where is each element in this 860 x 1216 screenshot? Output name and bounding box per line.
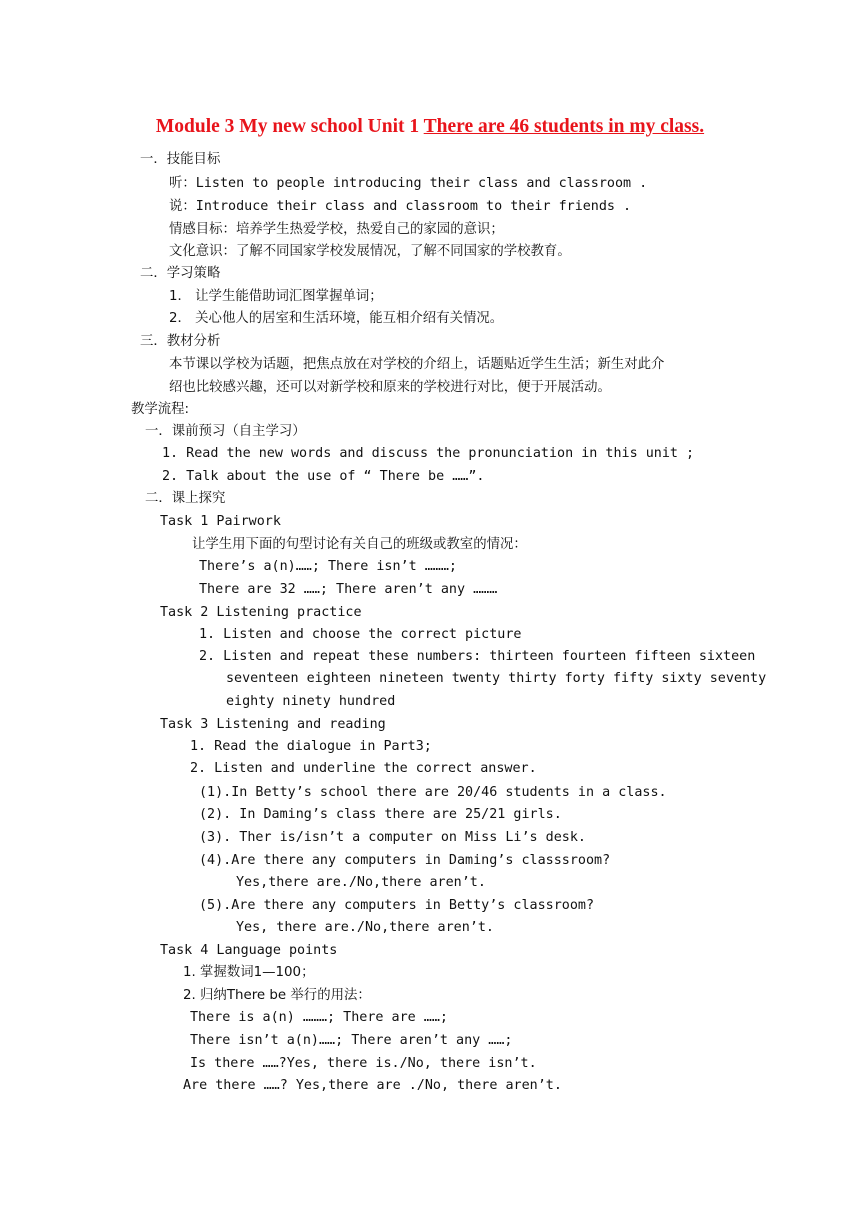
preview-heading: 一．课前预习（自主学习） [145, 424, 306, 439]
task-4-item-1: 1. 掌握数词1—100； [183, 965, 315, 980]
there-be-pattern-4: Are there ……? Yes,there are ./No, there aren’t. [183, 1078, 562, 1093]
there-be-pattern-2: There isn’t a(n)……; There aren’t any ……; [190, 1033, 513, 1048]
emotion-goal: 情感目标：培养学生热爱学校，热爱自己的家园的意识； [169, 222, 504, 237]
task-3-item-2: 2. Listen and underline the correct answer. [190, 761, 537, 776]
task-3-answer-5: Yes, there are./No,there aren’t. [236, 920, 494, 935]
task-3-heading: Task 3 Listening and reading [160, 717, 386, 732]
analysis-line-2: 绍也比较感兴趣，还可以对新学校和原来的学校进行对比，便于开展活动。 [169, 380, 611, 395]
task-3-question-2: (2). In Daming’s class there are 25/21 girls. [199, 807, 562, 822]
task-2-item-1: 1. Listen and choose the correct picture [199, 627, 522, 642]
task-3-answer-4: Yes,there are./No,there aren’t. [236, 875, 486, 890]
task-1-pattern-1: There’s a(n)……; There isn’t ………; [199, 559, 457, 574]
task-1-instruction: 让学生用下面的句型讨论有关自己的班级或教室的情况： [192, 537, 527, 552]
task-2-item-2-cont-1: seventeen eighteen nineteen twenty thirty forty fifty sixty seventy [226, 671, 767, 686]
task-1-heading: Task 1 Pairwork [160, 514, 281, 529]
speaking-goal: 说：Introduce their class and classroom to their friends . [169, 199, 632, 214]
task-3-item-1: 1. Read the dialogue in Part3; [190, 739, 432, 754]
listening-goal: 听：Listen to people introducing their class and classroom . [169, 176, 648, 191]
preview-item-2: 2. Talk about the use of “ There be ……”. [162, 469, 485, 484]
document-title [0, 116, 860, 138]
task-2-item-2-cont-2: eighty ninety hundred [226, 694, 396, 709]
culture-goal: 文化意识：了解不同国家学校发展情况，了解不同国家的学校教育。 [169, 244, 571, 259]
task-4-item-2: 2. 归纳There be 举行的用法： [183, 988, 371, 1003]
task-3-question-3: (3). Ther is/isn’t a computer on Miss Li’s desk. [199, 830, 586, 845]
task-1-pattern-2: There are 32 ……; There aren’t any ……… [199, 582, 498, 597]
task-4-heading: Task 4 Language points [160, 943, 338, 958]
task-3-question-1: (1).In Betty’s school there are 20/46 students in a class. [199, 785, 667, 800]
explore-heading: 二．课上探究 [145, 491, 226, 506]
analysis-line-1: 本节课以学校为话题，把焦点放在对学校的介绍上，话题贴近学生生活；新生对此介 [169, 357, 665, 372]
section-heading-analysis: 三．教材分析 [140, 334, 221, 349]
strategy-item-2: 2． 关心他人的居室和生活环境，能互相介绍有关情况。 [169, 311, 504, 326]
preview-item-1: 1. Read the new words and discuss the pronunciation in this unit ; [162, 446, 695, 461]
title-underlined: There are 46 students in my class. [423, 116, 705, 137]
task-3-question-4: (4).Are there any computers in Daming’s classsroom? [199, 853, 611, 868]
title-main: Module 3 My new school Unit 1 [155, 116, 424, 137]
teaching-process-heading: 教学流程: [131, 402, 190, 417]
section-heading-skill-goals: 一．技能目标 [140, 152, 221, 167]
task-2-item-2: 2. Listen and repeat these numbers: thirteen fourteen fifteen sixteen [199, 649, 756, 664]
section-heading-strategy: 二．学习策略 [140, 266, 221, 281]
there-be-pattern-1: There is a(n) ………; There are ……; [190, 1010, 448, 1025]
strategy-item-1: 1． 让学生能借助词汇图掌握单词； [169, 289, 383, 304]
there-be-pattern-3: Is there ……?Yes, there is./No, there isn’t. [190, 1056, 537, 1071]
task-2-heading: Task 2 Listening practice [160, 605, 362, 620]
task-3-question-5: (5).Are there any computers in Betty’s classroom? [199, 898, 595, 913]
